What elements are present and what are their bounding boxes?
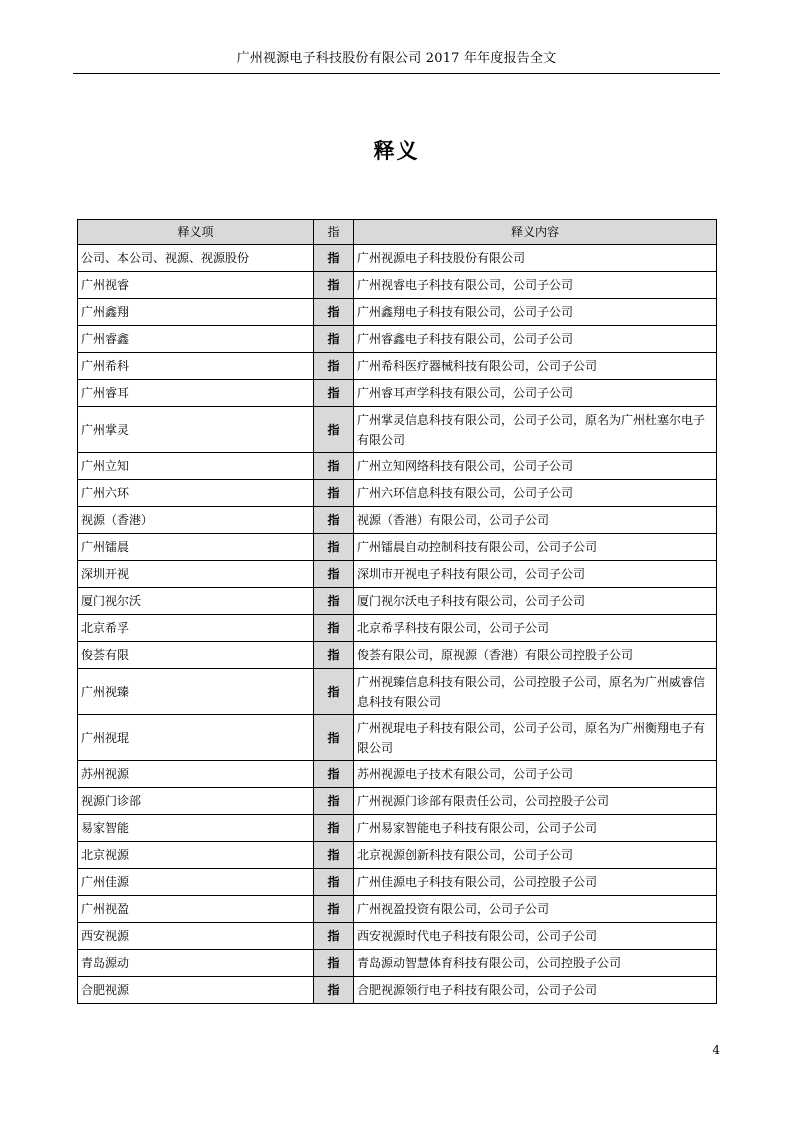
definition-cell: 广州视源门诊部有限责任公司，公司控股子公司 (354, 788, 717, 815)
ref-cell: 指 (314, 507, 354, 534)
ref-cell: 指 (314, 326, 354, 353)
term-cell: 易家智能 (78, 815, 314, 842)
definition-cell: 视源（香港）有限公司，公司子公司 (354, 507, 717, 534)
term-cell: 广州睿耳 (78, 380, 314, 407)
ref-cell: 指 (314, 272, 354, 299)
term-cell: 广州佳源 (78, 869, 314, 896)
ref-cell: 指 (314, 761, 354, 788)
ref-cell: 指 (314, 842, 354, 869)
table-header-row (78, 220, 717, 245)
page-number: 4 (712, 1043, 720, 1057)
table-row (78, 326, 717, 353)
header-rule (73, 73, 720, 74)
term-cell: 合肥视源 (78, 977, 314, 1004)
definition-cell: 广州立知网络科技有限公司，公司子公司 (354, 453, 717, 480)
table-row (78, 245, 717, 272)
definition-cell: 深圳市开视电子科技有限公司，公司子公司 (354, 561, 717, 588)
definition-cell: 合肥视源领行电子科技有限公司，公司子公司 (354, 977, 717, 1004)
ref-cell: 指 (314, 923, 354, 950)
definition-cell: 广州佳源电子科技有限公司，公司控股子公司 (354, 869, 717, 896)
ref-cell: 指 (314, 588, 354, 615)
term-cell: 广州视琨 (78, 715, 314, 761)
table-row (78, 869, 717, 896)
term-cell: 视源（香港） (78, 507, 314, 534)
table-row (78, 453, 717, 480)
term-cell: 广州视盈 (78, 896, 314, 923)
glossary-table (77, 219, 717, 1004)
term-cell: 青岛源动 (78, 950, 314, 977)
ref-cell: 指 (314, 561, 354, 588)
term-cell: 广州立知 (78, 453, 314, 480)
definition-cell: 北京希孚科技有限公司，公司子公司 (354, 615, 717, 642)
table-row (78, 669, 717, 715)
ref-cell: 指 (314, 869, 354, 896)
table-row (78, 950, 717, 977)
definition-cell: 广州睿鑫电子科技有限公司，公司子公司 (354, 326, 717, 353)
table-row (78, 380, 717, 407)
term-cell: 公司、本公司、视源、视源股份 (78, 245, 314, 272)
page-header: 广州视源电子科技股份有限公司 2017 年年度报告全文 (236, 51, 557, 66)
header-definition: 释义内容 (354, 220, 717, 245)
table-row (78, 761, 717, 788)
table-row (78, 407, 717, 453)
definition-cell: 广州六环信息科技有限公司，公司子公司 (354, 480, 717, 507)
table-row (78, 588, 717, 615)
ref-cell: 指 (314, 380, 354, 407)
term-cell: 俊荟有限 (78, 642, 314, 669)
table-row (78, 272, 717, 299)
ref-cell: 指 (314, 788, 354, 815)
table-row (78, 977, 717, 1004)
term-cell: 广州镭晨 (78, 534, 314, 561)
definition-cell: 北京视源创新科技有限公司，公司子公司 (354, 842, 717, 869)
ref-cell: 指 (314, 534, 354, 561)
table-row (78, 507, 717, 534)
definition-cell: 广州视臻信息科技有限公司，公司控股子公司，原名为广州威睿信息科技有限公司 (354, 669, 717, 715)
ref-cell: 指 (314, 245, 354, 272)
header-term: 释义项 (78, 220, 314, 245)
term-cell: 广州掌灵 (78, 407, 314, 453)
table-row (78, 353, 717, 380)
table-row (78, 715, 717, 761)
definition-cell: 广州视琨电子科技有限公司，公司子公司，原名为广州衡翔电子有限公司 (354, 715, 717, 761)
ref-cell: 指 (314, 453, 354, 480)
ref-cell: 指 (314, 815, 354, 842)
table-row (78, 299, 717, 326)
header-ref: 指 (314, 220, 354, 245)
table-row (78, 480, 717, 507)
definition-cell: 广州易家智能电子科技有限公司，公司子公司 (354, 815, 717, 842)
term-cell: 北京希孚 (78, 615, 314, 642)
definition-cell: 厦门视尔沃电子科技有限公司，公司子公司 (354, 588, 717, 615)
table-row (78, 842, 717, 869)
ref-cell: 指 (314, 353, 354, 380)
term-cell: 广州六环 (78, 480, 314, 507)
term-cell: 广州鑫翔 (78, 299, 314, 326)
ref-cell: 指 (314, 407, 354, 453)
ref-cell: 指 (314, 480, 354, 507)
term-cell: 广州希科 (78, 353, 314, 380)
ref-cell: 指 (314, 950, 354, 977)
definition-cell: 俊荟有限公司，原视源（香港）有限公司控股子公司 (354, 642, 717, 669)
term-cell: 广州视臻 (78, 669, 314, 715)
ref-cell: 指 (314, 977, 354, 1004)
term-cell: 厦门视尔沃 (78, 588, 314, 615)
definition-cell: 广州视盈投资有限公司，公司子公司 (354, 896, 717, 923)
table-row (78, 642, 717, 669)
ref-cell: 指 (314, 299, 354, 326)
term-cell: 北京视源 (78, 842, 314, 869)
definition-cell: 广州掌灵信息科技有限公司，公司子公司，原名为广州杜塞尔电子有限公司 (354, 407, 717, 453)
table-row (78, 561, 717, 588)
term-cell: 苏州视源 (78, 761, 314, 788)
table-row (78, 534, 717, 561)
term-cell: 深圳开视 (78, 561, 314, 588)
table-row (78, 923, 717, 950)
table-row (78, 896, 717, 923)
table-row (78, 815, 717, 842)
definition-cell: 苏州视源电子技术有限公司，公司子公司 (354, 761, 717, 788)
page-title: 释义 (373, 138, 420, 163)
definition-cell: 青岛源动智慧体育科技有限公司，公司控股子公司 (354, 950, 717, 977)
term-cell: 西安视源 (78, 923, 314, 950)
term-cell: 广州睿鑫 (78, 326, 314, 353)
term-cell: 广州视睿 (78, 272, 314, 299)
definition-cell: 广州鑫翔电子科技有限公司，公司子公司 (354, 299, 717, 326)
ref-cell: 指 (314, 615, 354, 642)
table-row (78, 615, 717, 642)
definition-cell: 广州视源电子科技股份有限公司 (354, 245, 717, 272)
ref-cell: 指 (314, 669, 354, 715)
definition-cell: 广州镭晨自动控制科技有限公司，公司子公司 (354, 534, 717, 561)
ref-cell: 指 (314, 896, 354, 923)
definition-cell: 西安视源时代电子科技有限公司，公司子公司 (354, 923, 717, 950)
term-cell: 视源门诊部 (78, 788, 314, 815)
ref-cell: 指 (314, 715, 354, 761)
ref-cell: 指 (314, 642, 354, 669)
definition-cell: 广州睿耳声学科技有限公司，公司子公司 (354, 380, 717, 407)
table-row (78, 788, 717, 815)
definition-cell: 广州视睿电子科技有限公司，公司子公司 (354, 272, 717, 299)
definition-cell: 广州希科医疗器械科技有限公司，公司子公司 (354, 353, 717, 380)
